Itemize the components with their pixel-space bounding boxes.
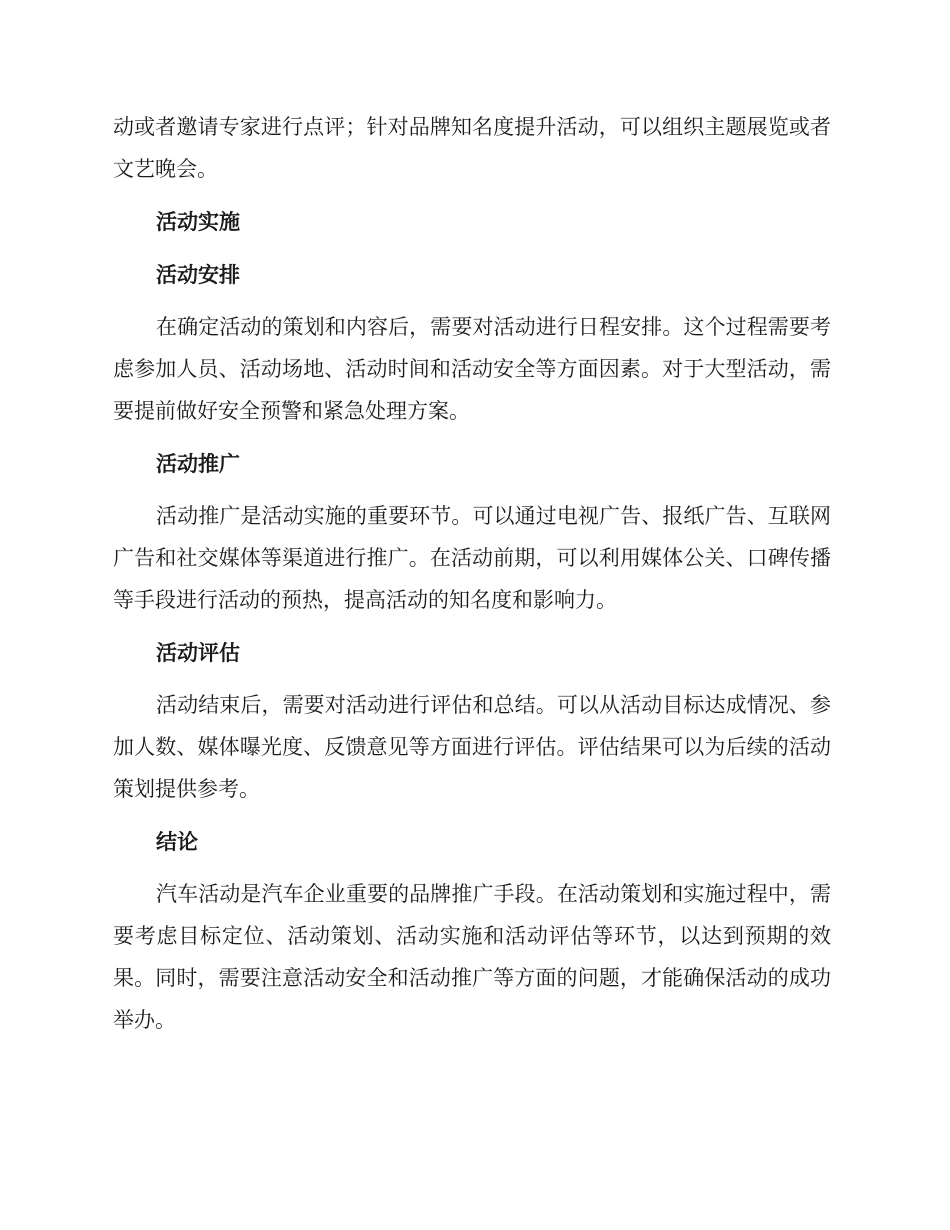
heading-activity-arrangement: 活动安排 bbox=[156, 263, 240, 287]
heading-activity-evaluation: 活动评估 bbox=[156, 641, 240, 665]
paragraph-arrangement: 在确定活动的策划和内容后，需要对活动进行日程安排。这个过程需要考虑参加人员、活动场地、活动时间和活动安全等方面因素。对于大型活动，需要提前做好安全预警和紧急处理方案。 bbox=[113, 315, 831, 423]
heading-activity-implementation: 活动实施 bbox=[156, 210, 240, 234]
paragraph-conclusion: 汽车活动是汽车企业重要的品牌推广手段。在活动策划和实施过程中，需要考虑目标定位、活动策划、活动实施和活动评估等环节，以达到预期的效果。同时，需要注意活动安全和活动推广等方面的问题，才能确保活动的成功举办。 bbox=[113, 882, 831, 1032]
paragraph-promotion: 活动推广是活动实施的重要环节。可以通过电视广告、报纸广告、互联网广告和社交媒体等渠道进行推广。在活动前期，可以利用媒体公关、口碑传播等手段进行活动的预热，提高活动的知名度和影响力。 bbox=[113, 504, 831, 612]
paragraph-evaluation: 活动结束后，需要对活动进行评估和总结。可以从活动目标达成情况、参加人数、媒体曝光度、反馈意见等方面进行评估。评估结果可以为后续的活动策划提供参考。 bbox=[113, 693, 831, 801]
heading-activity-promotion: 活动推广 bbox=[156, 452, 240, 476]
heading-conclusion: 结论 bbox=[156, 830, 198, 854]
paragraph-continued: 动或者邀请专家进行点评；针对品牌知名度提升活动，可以组织主题展览或者文艺晚会。 bbox=[113, 115, 831, 181]
document-page bbox=[113, 106, 831, 1041]
